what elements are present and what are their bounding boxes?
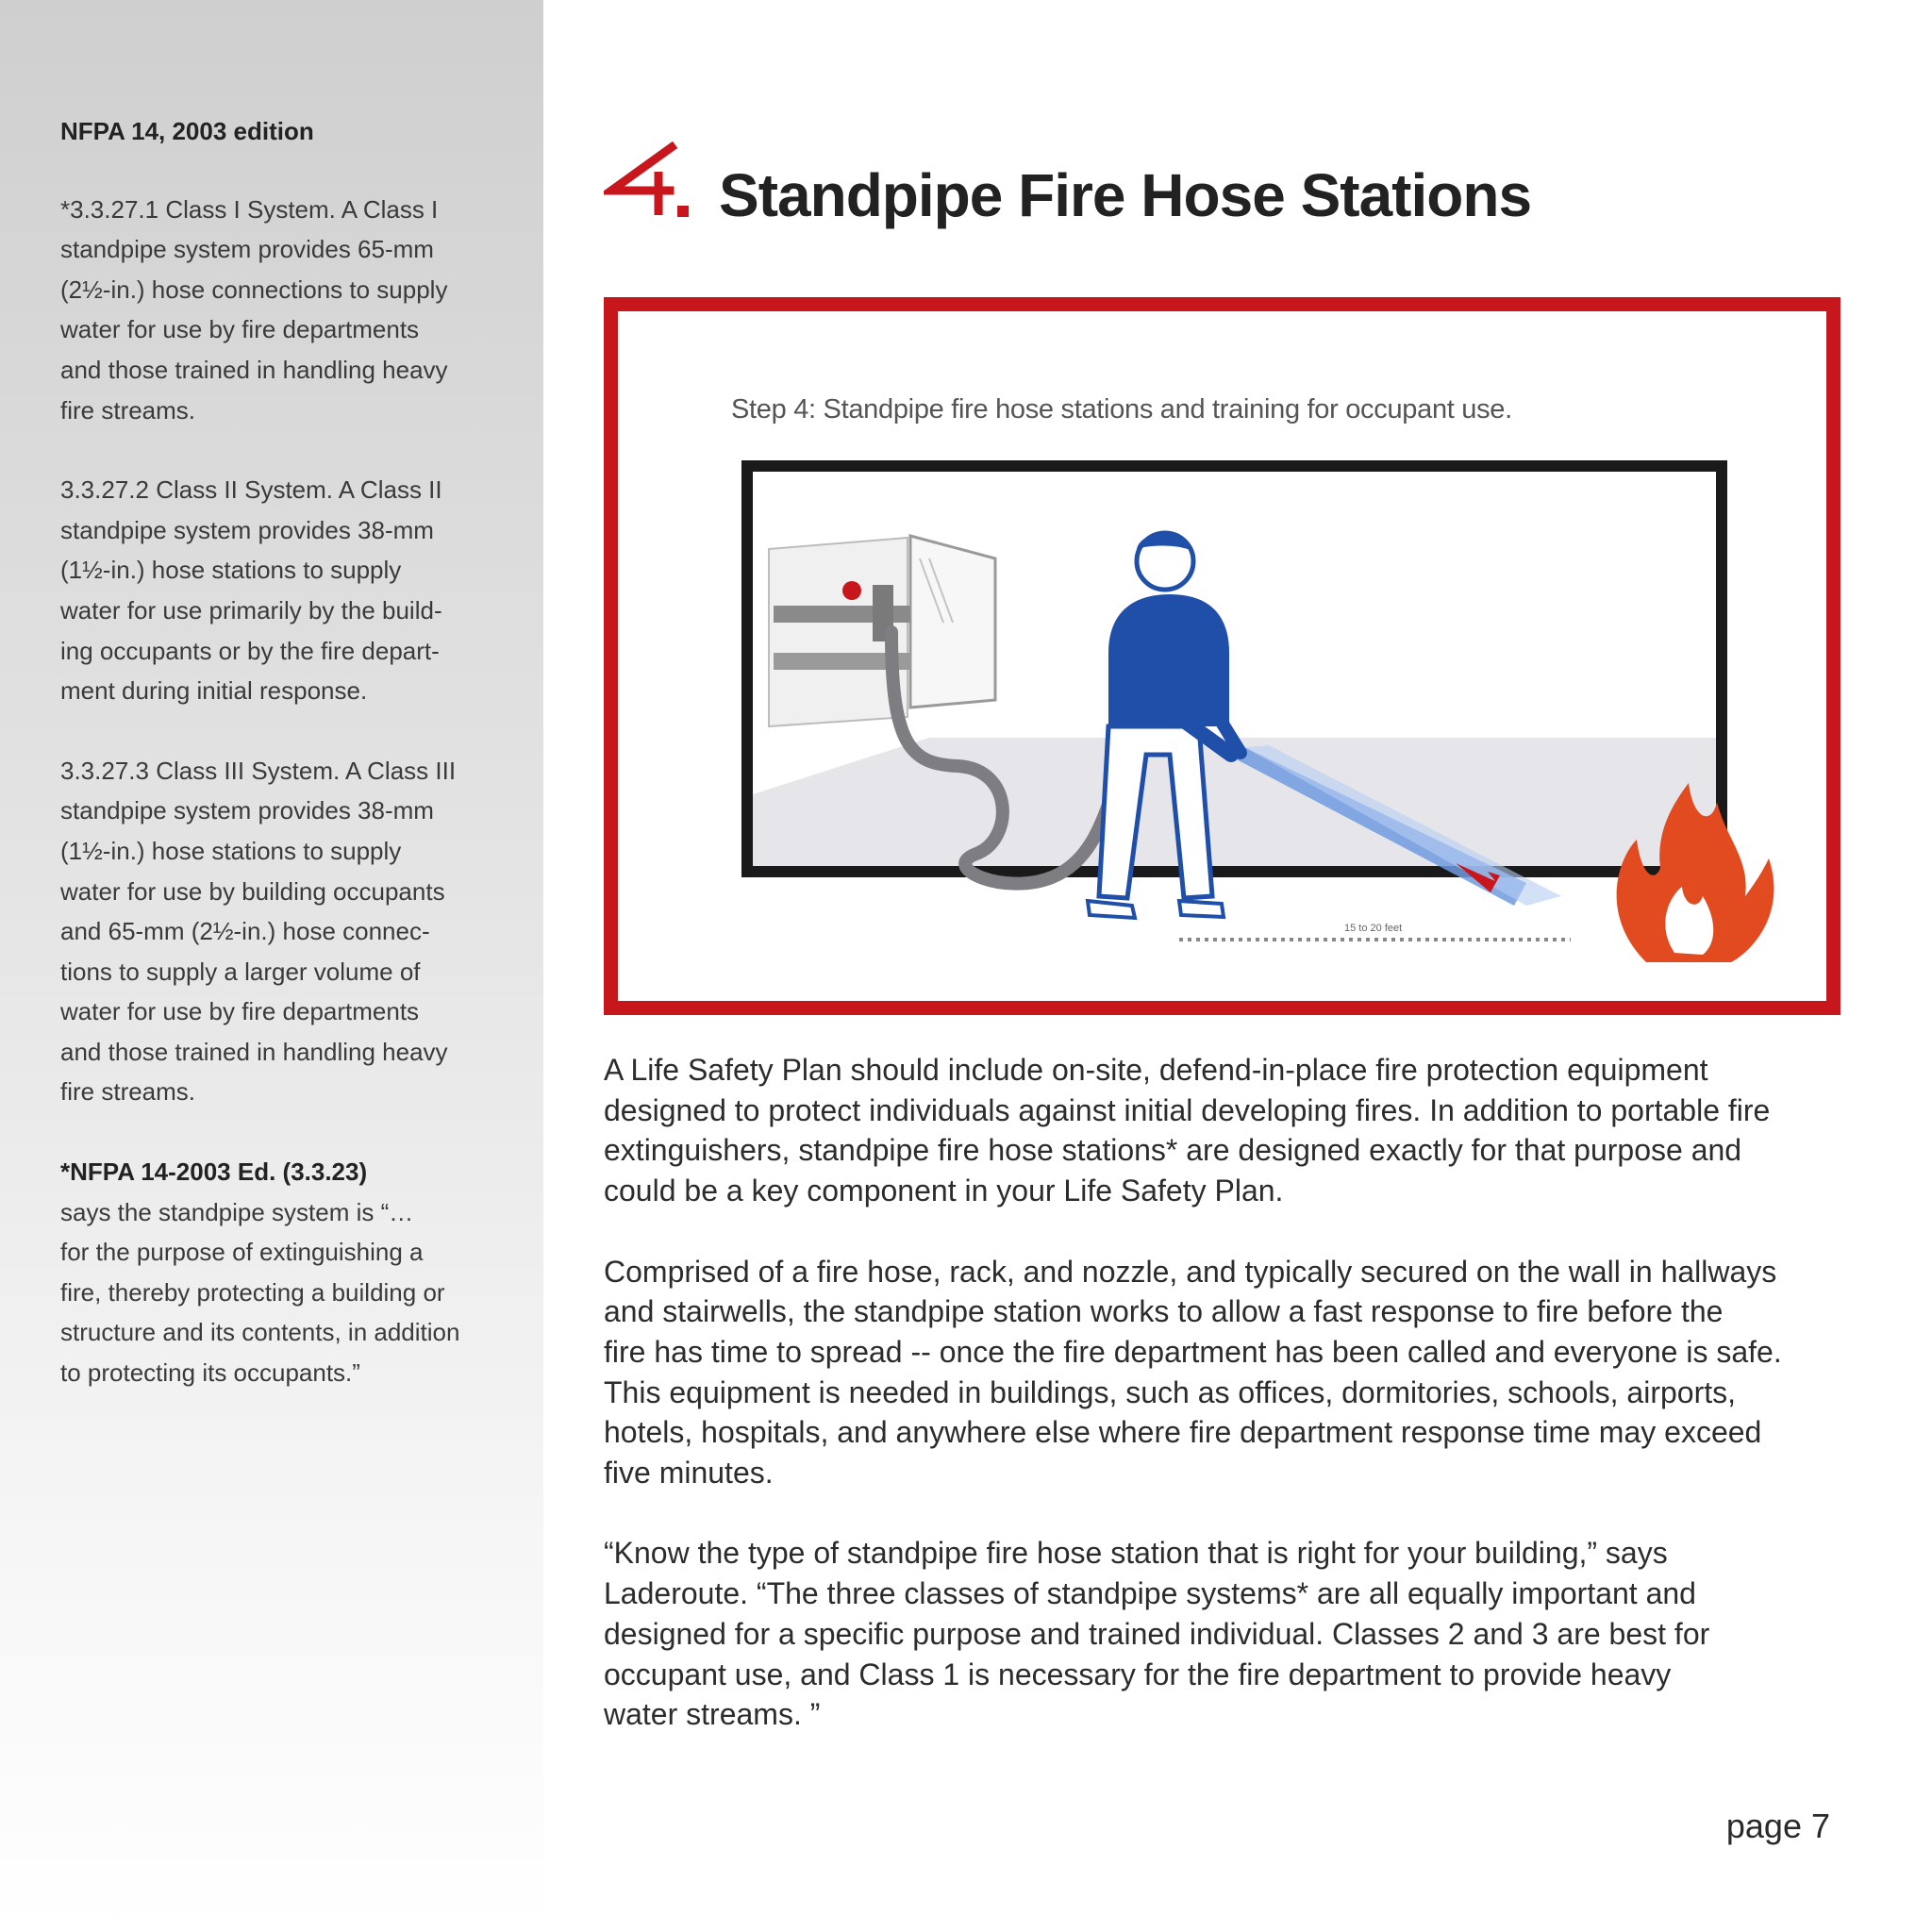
hose-station-illustration bbox=[618, 311, 1826, 1001]
valve-wheel-icon bbox=[842, 581, 861, 600]
nfpa-note-text: says the standpipe system is “… for the purpose of extinguishing a fire, thereby protecting a building or structure and its contents, in addition to protecting its occupants.” bbox=[60, 1197, 460, 1388]
distance-label: 15 to 20 feet bbox=[1344, 923, 1403, 934]
class-3-definition: 3.3.27.3 Class III System. A Class III standpipe system provides 38-mm (1½-in.) hose stations to supply water for use by building occupants and 65-mm (2½-in.) hose connec- tions to supply a larger volume of water for use by fire departments and those trained in handling heavy fire streams. bbox=[60, 756, 457, 1107]
section-number-4-graphic bbox=[604, 142, 708, 236]
sidebar bbox=[0, 0, 543, 1932]
class-2-definition: 3.3.27.2 Class II System. A Class II standpipe system provides 38-mm (1½-in.) hose stations to supply water for use primarily by the build- ing occupants or by the fire depart- ment during initial response. bbox=[60, 475, 442, 706]
sidebar-heading: NFPA 14, 2003 edition bbox=[60, 117, 314, 145]
nfpa-note-heading: *NFPA 14-2003 Ed. (3.3.23) bbox=[60, 1158, 368, 1187]
sidebar-content bbox=[60, 111, 504, 1393]
figure-caption: Step 4: Standpipe fire hose stations and training for occupant use. bbox=[731, 394, 1512, 425]
body-paragraph-2: Comprised of a fire hose, rack, and nozzle, and typically secured on the wall in hallways and stairwells, the standpipe station works to allow a fast response to fire before the fire has time to spread -- once the fire department has been called and everyone is safe. This equipment is needed in buildings, such as offices, dormitories, schools, airports, hotels, hospitals, and anywhere else where fire department response time may exceed five minutes. bbox=[604, 1254, 1782, 1491]
class-1-definition: *3.3.27.1 Class I System. A Class I standpipe system provides 65-mm (2½-in.) hose connections to supply water for use by fire departments and those trained in handling heavy fire streams. bbox=[60, 194, 448, 425]
page-title: Standpipe Fire Hose Stations bbox=[719, 161, 1532, 229]
page-number: page 7 bbox=[1725, 1807, 1830, 1845]
body-paragraph-1: A Life Safety Plan should include on-site, defend-in-place fire protection equipment designed to protect individuals against initial developing fires. In addition to portable fire extinguishers, standpipe fire hose stations* are designed exactly for that purpose and could be a key component in your Life Safety Plan. bbox=[604, 1053, 1771, 1208]
illustration-frame bbox=[604, 297, 1840, 1015]
body-paragraph-3: “Know the type of standpipe fire hose station that is right for your building,” says Laderoute. “The three classes of standpipe systems* are all equally important and designed for a specific purpose and trained individual. Classes 2 and 3 are best for occupant use, and Class 1 is necessary for the fire department to provide heavy water streams. ” bbox=[604, 1536, 1710, 1732]
article-body bbox=[604, 1050, 1858, 1775]
